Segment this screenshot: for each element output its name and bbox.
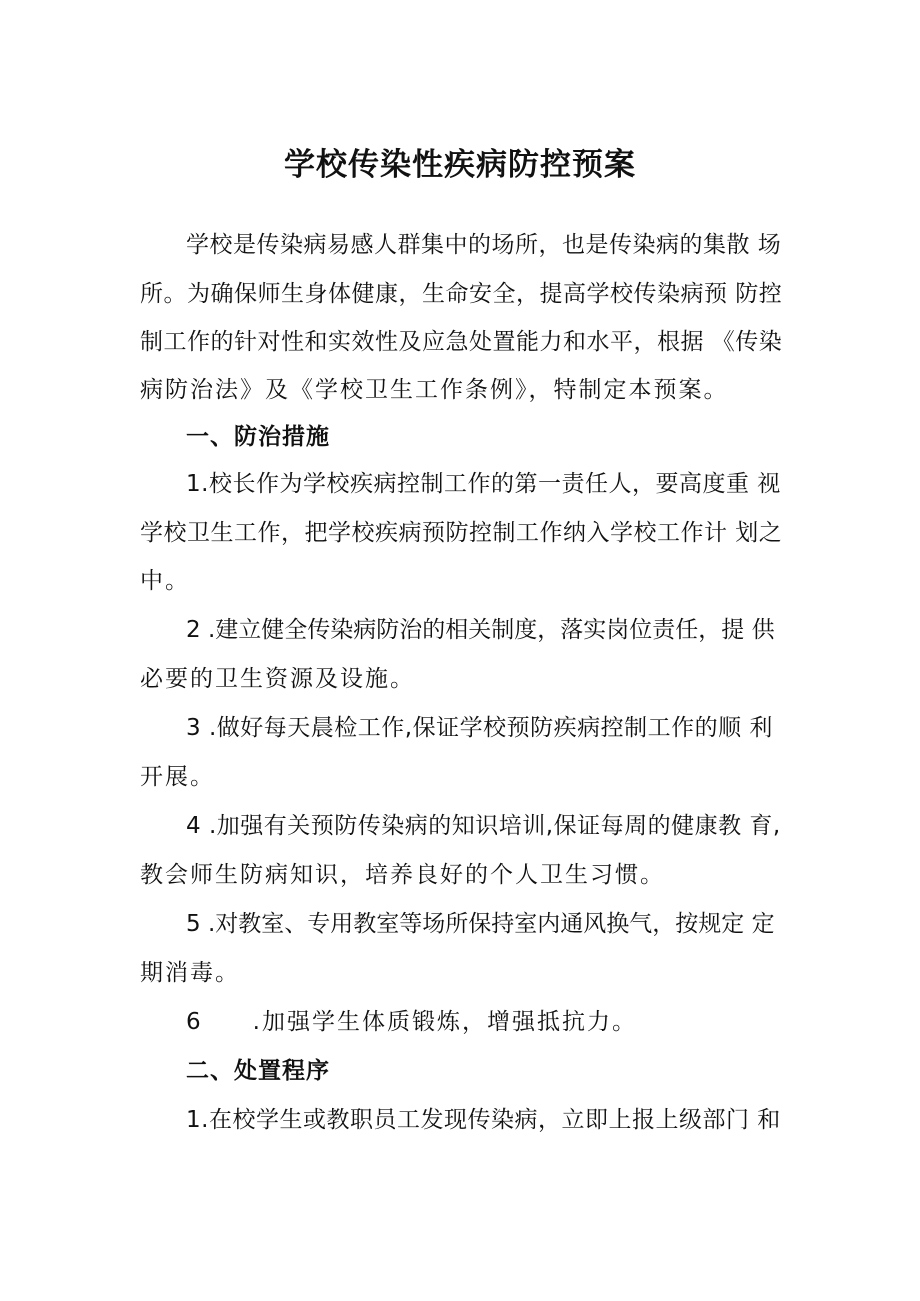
measure-4-line-1: 4 .加强有关预防传染病的知识培训,保证每周的健康教 育,: [186, 813, 781, 839]
measure-2-line-1: 2 .建立健全传染病防治的相关制度，落实岗位责任，提 供: [186, 617, 775, 643]
measure-3-line-1: 3 .做好每天晨检工作,保证学校预防疾病控制工作的顺 利: [186, 715, 773, 741]
procedure-1-line-1: 1.在校学生或教职员工发现传染病，立即上报上级部门 和: [186, 1107, 781, 1133]
measure-4-line-2: 教会师生防病知识，培养良好的个人卫生习惯。: [140, 862, 665, 888]
measure-1-line-2: 学校卫生工作，把学校疾病预防控制工作纳入学校工作计 划之: [140, 520, 783, 546]
measure-1-line-3: 中。: [140, 568, 190, 594]
section-heading-1: 一、防治措施: [186, 424, 330, 450]
document-title: 学校传染性疾病防控预案: [284, 147, 636, 183]
measure-2-line-2: 必要的卫生资源及设施。: [140, 666, 415, 692]
intro-line-1: 学校是传染病易感人群集中的场所，也是传染病的集散 场: [186, 232, 782, 258]
section-heading-2: 二、处置程序: [186, 1058, 330, 1084]
measure-5-line-2: 期消毒。: [140, 960, 240, 986]
intro-line-3: 制工作的针对性和实效性及应急处置能力和水平，根据 《传染: [140, 329, 783, 355]
measure-6-line-1: 6 .加强学生体质锻炼，增强抵抗力。: [186, 1009, 637, 1035]
intro-line-4: 病防治法》及《学校卫生工作条例》，特制定本预案。: [140, 377, 729, 403]
measure-5-line-1: 5 .对教室、专用教室等场所保持室内通风换气，按规定 定: [186, 911, 775, 937]
measure-3-line-2: 开展。: [140, 764, 215, 790]
intro-line-2: 所。为确保师生身体健康，生命安全，提高学校传染病预 防控: [140, 281, 783, 307]
measure-1-line-1: 1.校长作为学校疾病控制工作的第一责任人，要高度重 视: [186, 471, 781, 497]
